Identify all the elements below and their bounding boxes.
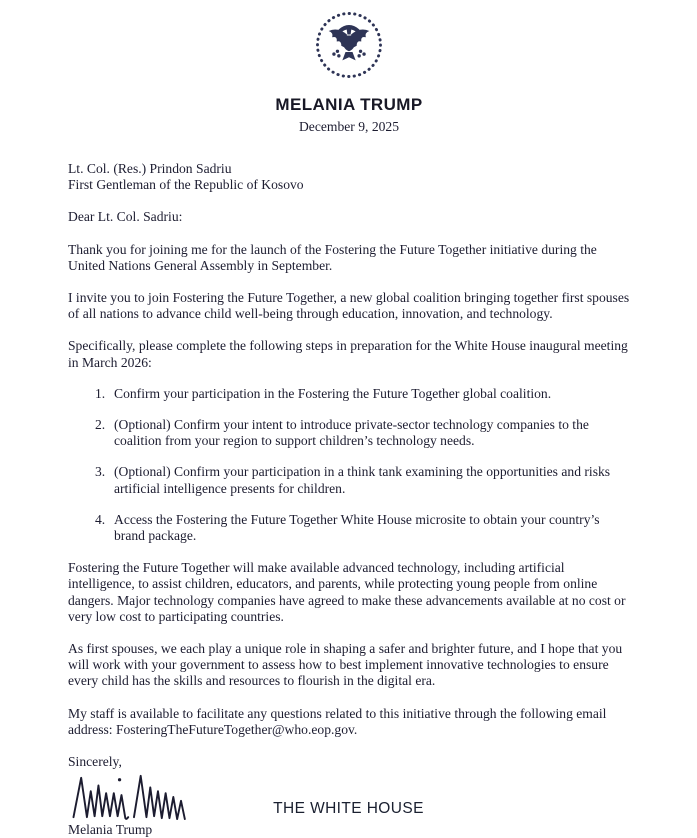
paragraph-3: Specifically, please complete the following steps in preparation for the White House inaugural meeting in March 2026:	[68, 338, 628, 370]
list-item	[95, 386, 630, 402]
recipient-name: Lt. Col. (Res.) Prindon Sadriu	[68, 161, 232, 176]
list-item	[95, 464, 630, 496]
list-item-text: Access the Fostering the Future Together White House microsite to obtain your country’s brand package.	[114, 511, 600, 544]
list-item-number: 2.	[95, 417, 106, 433]
recipient-title: First Gentleman of the Republic of Kosovo	[68, 177, 304, 193]
list-item-number: 4.	[95, 511, 106, 527]
valediction: Sincerely,	[68, 754, 122, 770]
presidential-eagle-seal-icon	[314, 10, 384, 85]
paragraph-4: Fostering the Future Together will make available advanced technology, including artificial intelligence, to assist children, educators, and parents, while protecting young people from online dangers. Major technology companies have agreed to make these advancements available at no cost or very low cost to participating countries.	[68, 560, 626, 624]
paragraph-5: As first spouses, we each play a unique role in shaping a safer and brighter future, and I hope that you will work with your government to assess how to best implement innovative technologies to ensure every child has the skills and resources to flourish in the digital era.	[68, 641, 623, 689]
list-item-text: (Optional) Confirm your participation in a think tank examining the opportunities and risks artificial intelligence presents for children.	[114, 464, 611, 496]
steps-list	[68, 386, 630, 544]
signer-name: Melania Trump	[68, 822, 153, 838]
salutation: Dear Lt. Col. Sadriu:	[68, 209, 183, 225]
letterhead	[68, 8, 630, 135]
list-item-text: Confirm your participation in the Fostering the Future Together global coalition.	[114, 385, 552, 401]
list-item	[95, 512, 630, 544]
paragraph-6: My staff is available to facilitate any questions related to this initiative through the following email address: FosteringTheFutureTogether@who.eop.gov.	[68, 705, 607, 737]
list-item-number: 3.	[95, 464, 106, 480]
list-item-text: (Optional) Confirm your intent to introduce private-sector technology companies to the coalition from your region to support children’s technology needs.	[114, 417, 589, 449]
recipient-block	[68, 161, 630, 193]
list-item-number: 1.	[95, 385, 106, 401]
paragraph-1: Thank you for joining me for the launch of the Fostering the Future Together initiative during the United Nations General Assembly in September.	[68, 241, 597, 273]
list-item	[95, 417, 630, 449]
sender-name: MELANIA TRUMP	[275, 95, 423, 114]
paragraph-2: I invite you to join Fostering the Future Together, a new global coalition bringing together first spouses of all nations to advance child well-being through education, innovation, and technology.	[68, 290, 630, 322]
footer-white-house: THE WHITE HOUSE	[273, 800, 424, 817]
letter-date: December 9, 2025	[298, 119, 400, 134]
